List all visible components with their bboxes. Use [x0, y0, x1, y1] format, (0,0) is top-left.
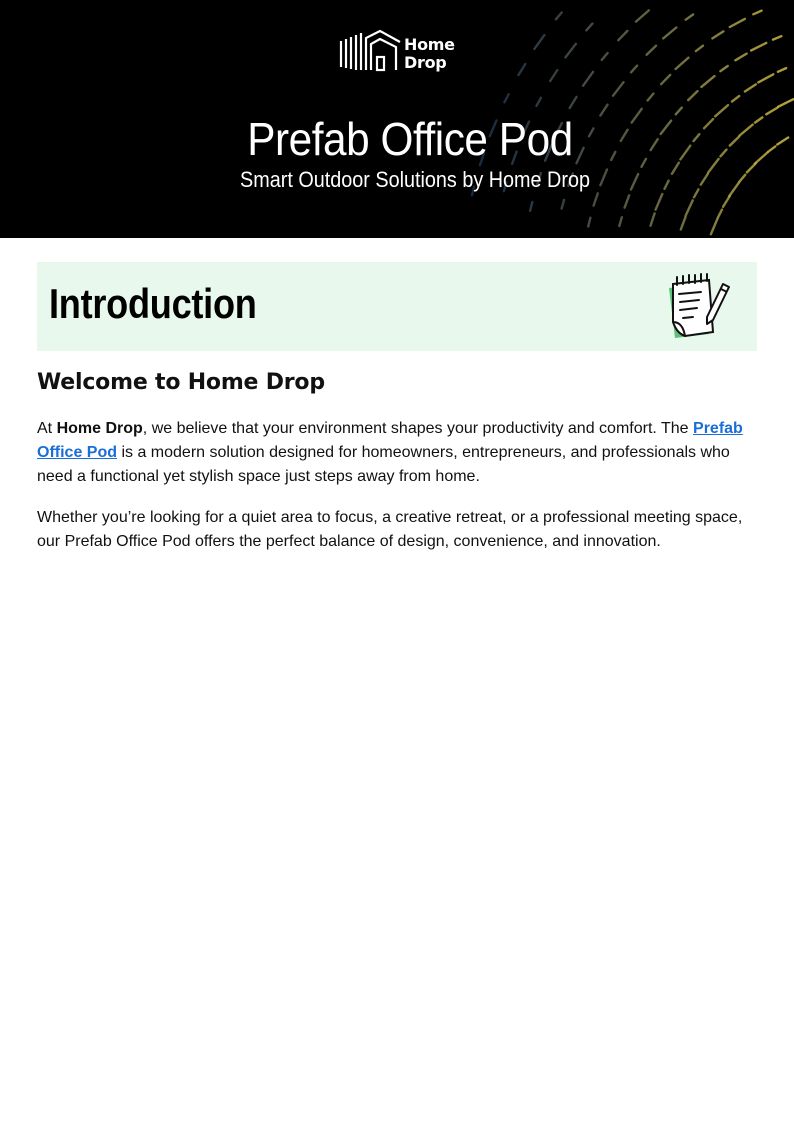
- pattern-dash: [530, 202, 532, 211]
- pattern-dash: [718, 210, 722, 218]
- home-drop-logo: [338, 28, 462, 74]
- section-title: Introduction: [49, 280, 257, 327]
- pattern-dash: [602, 53, 608, 60]
- pattern-dash: [519, 64, 526, 75]
- pattern-dash: [647, 46, 656, 55]
- pattern-dash: [778, 99, 793, 107]
- pattern-dash: [625, 195, 630, 207]
- pattern-dash: [681, 217, 686, 229]
- pattern-dash: [778, 68, 786, 72]
- pattern-dash: [648, 94, 654, 101]
- intro-paragraph-1: [37, 417, 759, 489]
- page-subtitle: Smart Outdoor Solutions by Home Drop: [240, 167, 590, 192]
- pattern-dash: [732, 96, 739, 102]
- pattern-dash: [613, 82, 623, 96]
- pattern-dash: [686, 15, 693, 20]
- p1-text-end: is a modern solution designed for homeowners, entrepreneurs, and professionals who need a functional yet stylish space just steps away from home.: [37, 444, 730, 485]
- pattern-dash: [753, 11, 761, 15]
- pattern-dash: [550, 70, 557, 81]
- brand-name: Home Drop: [56, 420, 143, 437]
- pattern-dash: [676, 58, 689, 69]
- pattern-dash: [537, 98, 541, 106]
- section-header: [37, 262, 757, 351]
- pattern-dash: [651, 213, 655, 225]
- pattern-dash: [773, 36, 781, 39]
- pattern-dash: [586, 24, 592, 31]
- pattern-dash: [631, 66, 637, 73]
- welcome-heading: Welcome to Home Drop: [37, 370, 325, 395]
- pattern-dash: [663, 28, 676, 39]
- house-logo-icon: [338, 28, 402, 74]
- intro-paragraph-2: Whether you’re looking for a quiet area to focus, a creative retreat, or a professional meeting space, our Prefab Office Pod offers the perfect balance of design, convenience, and innovation.: [37, 509, 743, 550]
- pattern-dash: [711, 219, 718, 235]
- pattern-dash: [686, 200, 693, 215]
- pattern-dash: [745, 84, 756, 91]
- logo-line-1: Home: [404, 35, 455, 54]
- pattern-dash: [758, 74, 773, 82]
- logo-wordmark: [404, 36, 455, 72]
- pattern-dash: [712, 31, 723, 38]
- pattern-dash: [735, 54, 746, 61]
- logo-line-2: Drop: [404, 53, 447, 72]
- pattern-dash: [618, 31, 627, 40]
- pattern-dash: [534, 35, 544, 49]
- pattern-dash: [562, 200, 565, 209]
- prefab-office-pod-link[interactable]: Prefab Office Pod: [37, 420, 743, 461]
- pattern-dash: [720, 66, 727, 71]
- pattern-dash: [570, 97, 577, 108]
- pattern-dash: [636, 10, 649, 21]
- header-banner: [0, 0, 794, 238]
- pattern-dash: [583, 72, 593, 86]
- pattern-dash: [688, 91, 697, 100]
- p1-text-mid: , we believe that your environment shapes your productivity and comfort. The: [142, 420, 694, 437]
- pattern-dash: [594, 193, 598, 205]
- pattern-dash: [566, 44, 576, 58]
- notepad-pencil-icon: [663, 272, 743, 342]
- pattern-dash: [730, 19, 745, 27]
- pattern-dash: [556, 13, 562, 20]
- pattern-dash: [701, 76, 714, 87]
- pattern-dash: [619, 217, 622, 226]
- pattern-dash: [504, 94, 508, 102]
- pattern-dash: [656, 194, 663, 210]
- page-title: Prefab Office Pod: [247, 113, 573, 165]
- pattern-dash: [751, 43, 766, 51]
- pattern-dash: [588, 218, 590, 227]
- pattern-dash: [661, 75, 670, 84]
- p1-text-start: At: [37, 420, 57, 437]
- pattern-dash: [696, 46, 703, 51]
